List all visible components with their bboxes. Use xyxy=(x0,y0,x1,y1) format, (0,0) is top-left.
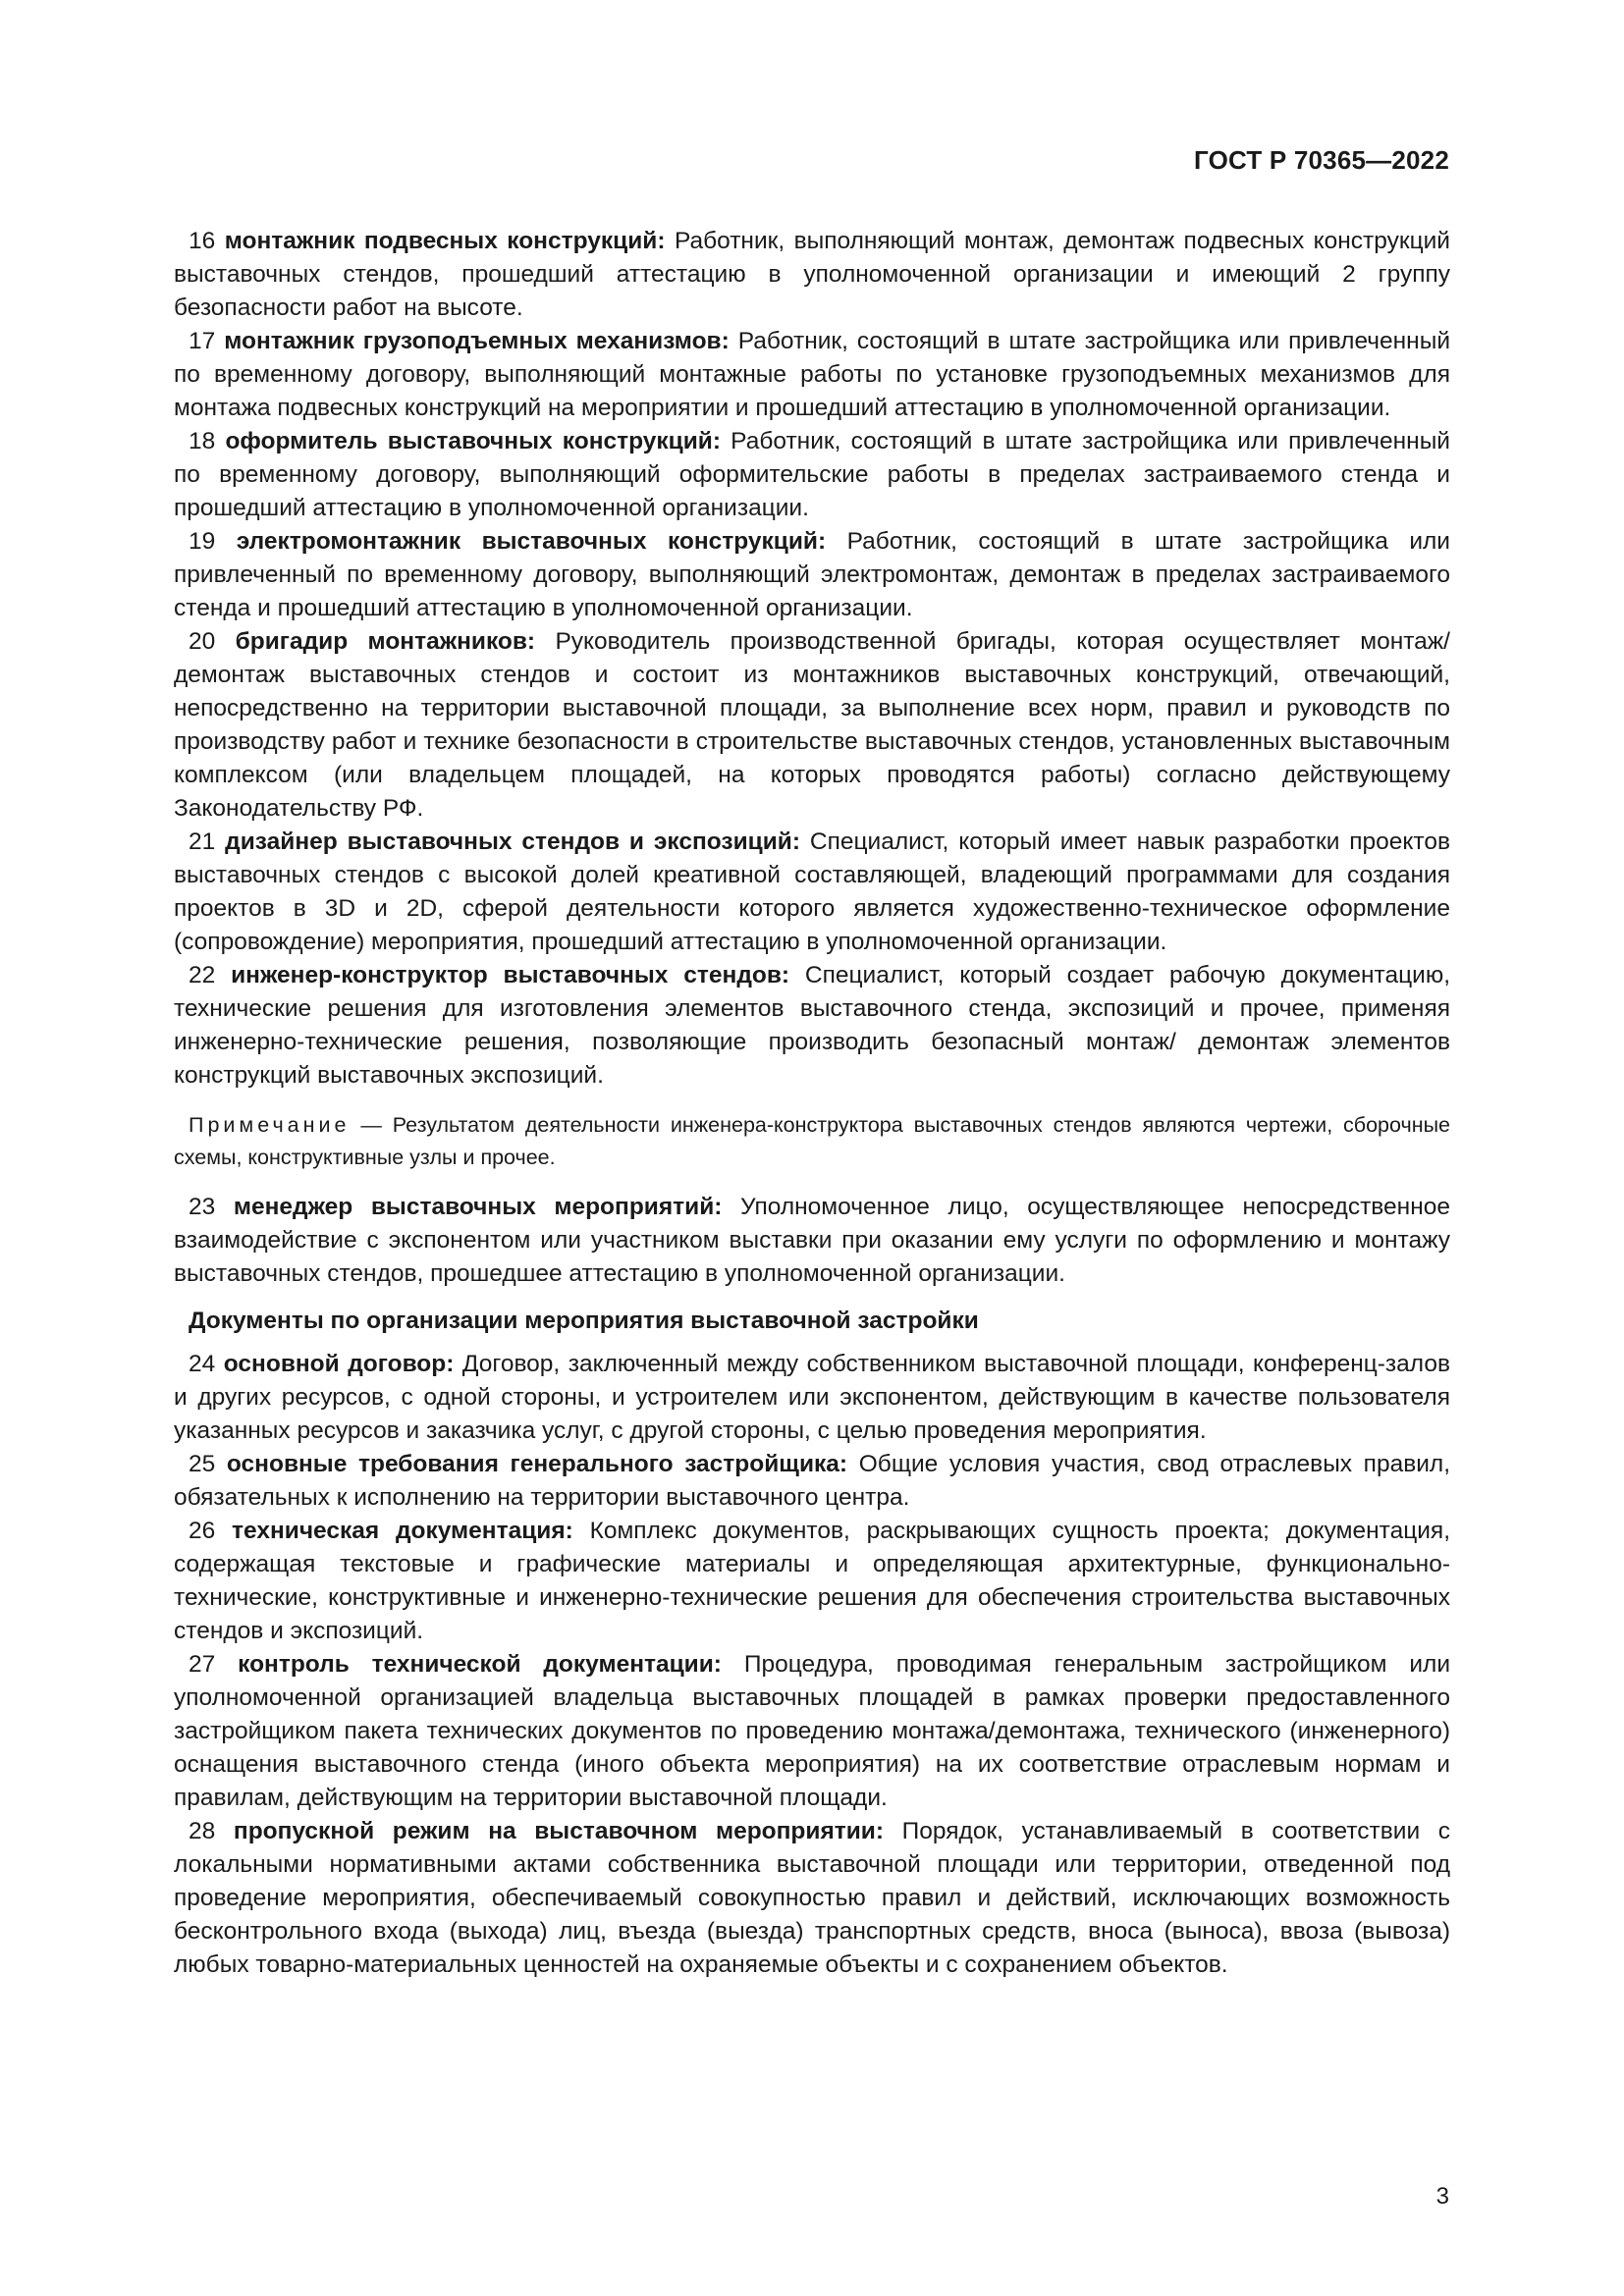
term-name: монтажник подвесных конструкций: xyxy=(224,228,666,254)
term-definition: Специалист, который имеет навык разработки проектов выставочных стендов с высокой долей креативной составляющей, владеющий программами для создания проектов в 3D и 2D, сферой деятельности которого является художественно-техническое оформление (сопровождение) мероприятия, прошедший аттестацию в уполномоченной организации. xyxy=(174,828,1451,955)
term-number: 25 xyxy=(189,1451,216,1477)
term-definition: Общие условия участия, свод отраслевых правил, обязательных к исполнению на территории выставочного центра. xyxy=(174,1451,1451,1511)
term-entry xyxy=(174,1515,1450,1648)
term-name: оформитель выставочных конструкций: xyxy=(225,428,721,454)
note xyxy=(174,1109,1450,1174)
term-definition: Специалист, который создает рабочую документацию, технические решения для изготовления элементов выставочного стенда, экспозиций и прочее, применяя инженерно-технические решения, позволяющие производить безопасный монтаж/ демонтаж элементов конструкций выставочных экспозиций. xyxy=(174,962,1451,1089)
term-entry xyxy=(174,625,1450,826)
document-id-header: ГОСТ Р 70365—2022 xyxy=(1194,145,1449,175)
term-name: техническая документация: xyxy=(232,1518,573,1544)
term-number: 16 xyxy=(189,228,216,254)
term-list-c xyxy=(174,1348,1450,1982)
term-number: 20 xyxy=(189,628,216,655)
term-number: 18 xyxy=(189,428,216,454)
term-definition: Порядок, устанавливаемый в соответствии с локальными нормативными актами собственника выставочной площади или территории, отведенной под проведение мероприятия, обеспечиваемый совокупностью правил и действий, исключающих возможность бесконтрольного входа (выхода) лиц, въезда (выезда) транспортных средств, вноса (выноса), ввоза (вывоза) любых товарно-материальных ценностей на охраняемые объекты и с сохранением объектов. xyxy=(174,1818,1451,1978)
term-name: менеджер выставочных мероприятий: xyxy=(233,1194,723,1220)
term-definition: Работник, состоящий в штате застройщика или привлеченный по временному договору, выполняющий оформительские работы в пределах застраиваемого стенда и прошедший аттестацию в уполномоченной организации. xyxy=(174,428,1450,521)
term-entry xyxy=(174,1348,1450,1448)
term-number: 27 xyxy=(189,1651,216,1678)
term-entry xyxy=(174,525,1450,625)
term-definition: Работник, состоящий в штате застройщика или привлеченный по временному договору, выполняющий электромонтаж, демонтаж в пределах застраиваемого стенда и прошедший аттестацию в уполномоченной организации. xyxy=(174,528,1450,621)
term-definition: Работник, состоящий в штате застройщика или привлеченный по временному договору, выполняющий монтажные работы по установке грузоподъемных механизмов для монтажа подвесных конструкций на мероприятии и прошедший аттестацию в уполномоченной организации. xyxy=(174,328,1451,421)
term-name: пропускной режим на выставочном мероприятии: xyxy=(233,1818,885,1844)
term-entry xyxy=(174,325,1450,425)
note-label: Примечание xyxy=(189,1113,351,1137)
term-number: 17 xyxy=(189,328,216,354)
note-text: — Результатом деятельности инженера-конструктора выставочных стендов являются чертежи, сборочные схемы, конструктивные узлы и прочее. xyxy=(174,1113,1450,1169)
term-definition: Договор, заключенный между собственником выставочной площади, конференц-залов и других ресурсов, с одной стороны, и устроителем или экспонентом, действующим в качестве пользователя указанных ресурсов и заказчика услуг, с другой стороны, с целью проведения мероприятия. xyxy=(174,1351,1450,1444)
term-list-b xyxy=(174,1191,1450,1291)
term-name: электромонтажник выставочных конструкций: xyxy=(236,528,827,555)
term-definition: Комплекс документов, раскрывающих сущность проекта; документация, содержащая текстовые и графические материалы и определяющая архитектурные, функционально-технические, конструктивные и инженерно-технические решения для обеспечения строительства выставочных стендов и экспозиций. xyxy=(174,1518,1450,1644)
term-entry xyxy=(174,1815,1450,1982)
term-list-a xyxy=(174,225,1450,1093)
term-number: 22 xyxy=(189,962,216,988)
term-name: контроль технической документации: xyxy=(238,1651,722,1678)
section-heading: Документы по организации мероприятия выставочной застройки xyxy=(189,1308,979,1334)
term-number: 21 xyxy=(189,828,216,855)
term-name: инженер-конструктор выставочных стендов: xyxy=(231,962,790,988)
term-number: 19 xyxy=(189,528,216,555)
term-definition: Работник, выполняющий монтаж, демонтаж подвесных конструкций выставочных стендов, прошедший аттестацию в уполномоченной организации и имеющий 2 группу безопасности работ на высоте. xyxy=(174,228,1450,321)
term-number: 23 xyxy=(189,1194,216,1220)
term-number: 24 xyxy=(189,1351,216,1377)
term-entry xyxy=(174,1648,1450,1815)
term-name: монтажник грузоподъемных механизмов: xyxy=(224,328,730,354)
term-entry xyxy=(174,1448,1450,1515)
term-definition: Уполномоченное лицо, осуществляющее непосредственное взаимодействие с экспонентом или участником выставки при оказании ему услуги по оформлению и монтажу выставочных стендов, прошедшее аттестацию в уполномоченной организации. xyxy=(174,1194,1450,1287)
term-entry xyxy=(174,225,1450,325)
term-name: основные требования генерального застройщика: xyxy=(226,1451,848,1477)
term-entry xyxy=(174,959,1450,1093)
document-body xyxy=(174,225,1450,1982)
term-name: основной договор: xyxy=(223,1351,455,1377)
term-definition: Руководитель производственной бригады, которая осуществляет монтаж/демонтаж выставочных стендов и состоит из монтажников выставочных конструкций, отвечающий, непосредственно на территории выставочной площади, за выполнение всех норм, правил и руководств по производству работ и технике безопасности в строительстве выставочных стендов, установленных выставочным комплексом (или владельцем площадей, на которых проводятся работы) согласно действующему Законодательству РФ. xyxy=(174,628,1450,822)
term-entry xyxy=(174,425,1450,525)
page-number: 3 xyxy=(1435,2183,1449,2210)
term-entry xyxy=(174,1191,1450,1291)
term-number: 28 xyxy=(189,1818,216,1844)
term-definition: Процедура, проводимая генеральным застройщиком или уполномоченной организацией владельца выставочных площадей в рамках проверки предоставленного застройщиком пакета технических документов по проведению монтажа/демонтажа, технического (инженерного) оснащения выставочного стенда (иного объекта мероприятия) на их соответствие отраслевым нормам и правилам, действующим на территории выставочной площади. xyxy=(174,1651,1451,1811)
term-name: бригадир монтажников: xyxy=(235,628,536,655)
term-name: дизайнер выставочных стендов и экспозиций: xyxy=(225,828,800,855)
term-number: 26 xyxy=(189,1518,216,1544)
term-entry xyxy=(174,826,1450,959)
